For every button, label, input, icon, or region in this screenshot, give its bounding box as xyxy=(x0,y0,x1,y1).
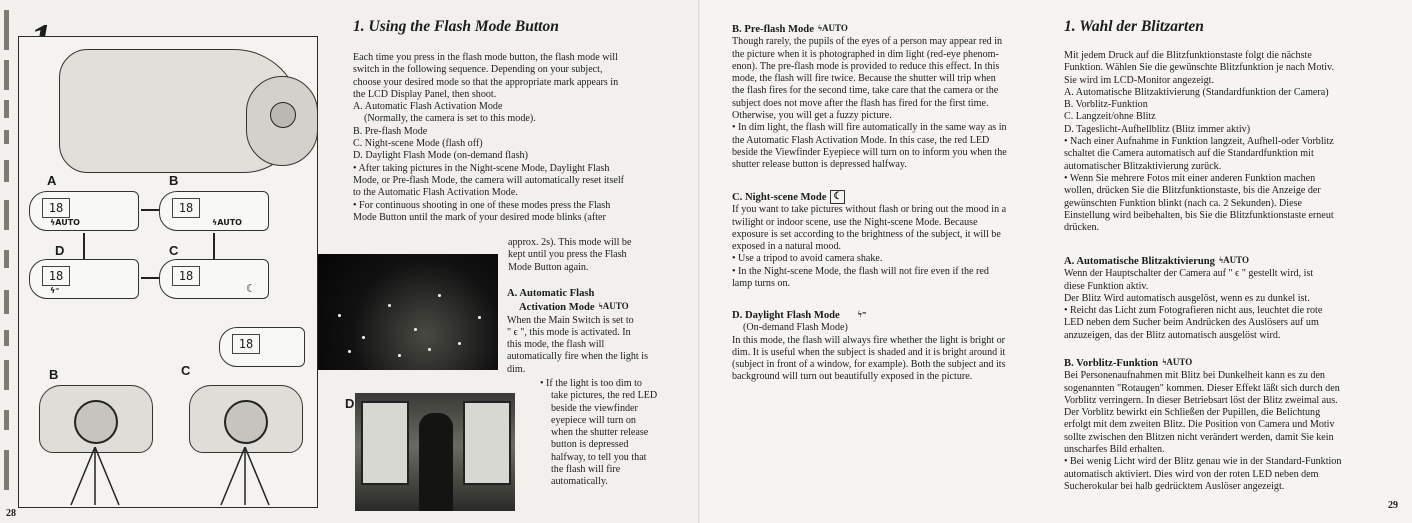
lcd-mode-d xyxy=(29,259,139,299)
tripod-icon xyxy=(215,447,275,507)
lcd-mode-a xyxy=(29,191,139,231)
page-title-de: 1. Wahl der Blitzarten xyxy=(1064,18,1204,35)
lcd-counter: 18 xyxy=(42,266,70,286)
auto-flash-bullet: • If the light is too dim to take pictures, the red LED beside the viewfinder eyepiece will turn on when the shutter release button is depressed halfway, to tell you that the flash will fire automatically. xyxy=(540,378,658,488)
page-number-right: 29 xyxy=(1388,500,1398,511)
label-c: C xyxy=(169,243,179,258)
label-b-front: B xyxy=(49,367,59,382)
auto-flash-icon: ϟAUTO xyxy=(1218,255,1249,265)
camera-top-illustration xyxy=(59,49,301,173)
night-scene-icon: ☾ xyxy=(246,282,256,295)
preflash-icon: ϟAUTO xyxy=(1162,357,1193,367)
photo-label-d: D xyxy=(345,396,355,411)
daylight-flash-icon: ϟ⁼ xyxy=(857,309,867,319)
auto-flash-icon: ϟAUTO xyxy=(598,301,629,312)
flash-mode-button-illustration xyxy=(270,102,296,128)
intro-text: Each time you press in the flash mode button, the flash mode will switch in the following sequence. Depending on your subject, choose your desired mode so that the appropriate mark appears in the LCD Display Panel, then shoot. A. Automatic Flash Activation Mode (Normally, the camera is set to this mode). B. Pre-flash Mode C. Night-scene Mode (flash off) D. Daylight Flash Mode (on-demand flash) • After taking pictures in the Night-scene Mode, Daylight Flash Mode, or Pre-flash Mode, the camera will automatically reset itself to the Automatic Flash Activation Mode. • For continuous shooting in one of these modes press the Flash Mode Button until the mark of your desired mode blinks (after xyxy=(353,52,625,223)
auto-flash-icon: ϟAUTO xyxy=(50,218,80,227)
right-page xyxy=(700,0,1412,523)
portrait-photo xyxy=(355,393,515,511)
german-intro: Mit jedem Druck auf die Blitzfunktionstaste folgt die nächste Funktion. Wählen Sie die gewünschte Blitzfunktion je nach Motiv. Sie wird im LCD-Monitor angezeigt. A. Automatische Blitzaktivierung (Standardfunktion der Camera) B. Vorblitz-Funktion C. Langzeit/ohne Blitz D. Tageslicht-Aufhellblitz (Blitz immer aktiv) • Nach einer Aufnahme in Funktion langzeit, Aufhell-oder Vorblitz schaltet die Camera automatisch auf die Standardfunktion mit automatischer Blitzaktivierung zurück. • Wenn Sie mehrere Fotos mit einer anderen Funktion machen wollen, drücken Sie die Blitzfunktionstaste, bis die Anzeige der gewünschten Funktion blinkt (nach ca. 2 Sekunden). Diese Einstellung wird beibehalten, bis Sie die Blitzfunktionstaste erneut drücken. xyxy=(1064,50,1334,234)
lcd-mode-b xyxy=(159,191,269,231)
daylight-flash-section: D. Daylight Flash Mode ϟ⁼ (On-demand Flash Mode) In this mode, the flash will always fire whether the light is bright or dim. It is useful when the subject is shaded and it is bright around it (subject in front of a window, for example). Both the subject and its background will turn out beautifully exposed in the picture. xyxy=(732,309,1006,383)
german-auto-section: A. Automatische Blitzaktivierung ϟAUTO Wenn der Hauptschalter der Camera auf " ϵ " gestellt wird, ist diese Funktion aktiv. Der Blitz Wird automatisch ausgelöst, wenn es zu dunkel ist. • Reicht das Licht zum Fotografieren nicht aus, leuchtet die rote LED neben dem Sucher beim Andrücken des Auslösers auf um anzuzeigen, das der Blitz automatisch ausgelöst wird. xyxy=(1064,255,1323,341)
camera-front-b xyxy=(39,385,153,453)
camera-front-c xyxy=(189,385,303,453)
continuous-note: approx. 2s). This mode will be kept until you press the Flash Mode Button again. xyxy=(508,237,632,273)
lcd-counter: 18 xyxy=(42,198,70,218)
photo-person xyxy=(419,413,453,511)
label-a: A xyxy=(47,173,57,188)
arrow-d-to-a xyxy=(83,233,85,259)
night-scene-section: C. Night-scene Mode ☾ If you want to take pictures without flash or bring out the mood in a twilight or indoor scene, use the Night-scene Mode. Because exposure is set according to the brightness of the subject, it will be exposed in a natural mood. • Use a tripod to avoid camera shake. • In the Night-scene Mode, the flash will not fire even if the red lamp turns on. xyxy=(732,191,1007,290)
label-c-front: C xyxy=(181,363,191,378)
photo-window xyxy=(361,401,409,485)
arrow-c-to-d xyxy=(141,277,159,279)
lcd-counter: 18 xyxy=(232,334,260,354)
tripod-icon xyxy=(65,447,125,507)
arrow-a-to-b xyxy=(141,209,159,211)
daylight-flash-icon: ϟ⁼ xyxy=(50,286,60,295)
arrow-b-to-c xyxy=(213,233,215,259)
german-vorblitz-section: B. Vorblitz-Funktion ϟAUTO Bei Personenaufnahmen mit Blitz bei Dunkelheit kann es zu den sogenannten "Rotaugen" kommen. Dieser Effekt läßt sich durch den Vorblitz verringern. In dieser Betriebsart löst der Blitz zweimal aus. Der Vorblitz bewirkt ein Schließen der Pupillen, die Belichtung erfolgt mit dem zweiten Blitz. Die Position von Camera und Motiv sollte zwischen den Blitzen nicht verändert werden, damit Sie kein unscharfes Bild erhalten. • Bei wenig Licht wird der Blitz genau wie in der Standard-Funktion automatisch aktiviert. Dies wird von der roten LED neben dem Sucherokular bei halb gedrücktem Auslöser angezeigt. xyxy=(1064,357,1342,492)
night-scene-photo xyxy=(318,254,498,370)
lcd-counter: 18 xyxy=(172,266,200,286)
left-page xyxy=(0,0,700,523)
lcd-counter: 18 xyxy=(172,198,200,218)
camera-lens xyxy=(74,400,118,444)
lcd-mode-c xyxy=(159,259,269,299)
page-number-left: 28 xyxy=(6,508,16,519)
preflash-icon: ϟAUTO xyxy=(212,218,242,227)
label-b: B xyxy=(169,173,179,188)
lcd-detail xyxy=(219,327,305,367)
camera-lens xyxy=(224,400,268,444)
auto-flash-section: A. Automatic Flash Activation Mode ϟAUTO When the Main Switch is set to " ϵ ", this mode is activated. In this mode, the flash will automatically fire when the light is dim. xyxy=(507,288,648,375)
night-scene-icon: ☾ xyxy=(830,190,845,204)
illustration-panel xyxy=(18,36,318,508)
label-d: D xyxy=(55,243,65,258)
photo-window xyxy=(463,401,511,485)
preflash-section: B. Pre-flash Mode ϟAUTO Though rarely, the pupils of the eyes of a person may appear red in the picture when it is photographed in dim light (red-eye phenom- enon). The pre-flash mode is provided to reduce this effect. In this mode, the flash will fire twice. Because the shutter will trip when the flash fires for the second time, take care that the camera or the subject does not move after the flash has fired for the first time. Otherwise, you will get a fuzzy picture. • In dim light, the flash will fire automatically in the same way as in the Automatic Flash Activation Mode. In this case, the red LED beside the Viewfinder Eyepiece will turn on to inform you when the shutter release button is depressed halfway. xyxy=(732,23,1007,171)
preflash-icon: ϟAUTO xyxy=(817,23,848,33)
page-title-en: 1. Using the Flash Mode Button xyxy=(353,18,559,35)
binding-strip xyxy=(0,0,14,523)
